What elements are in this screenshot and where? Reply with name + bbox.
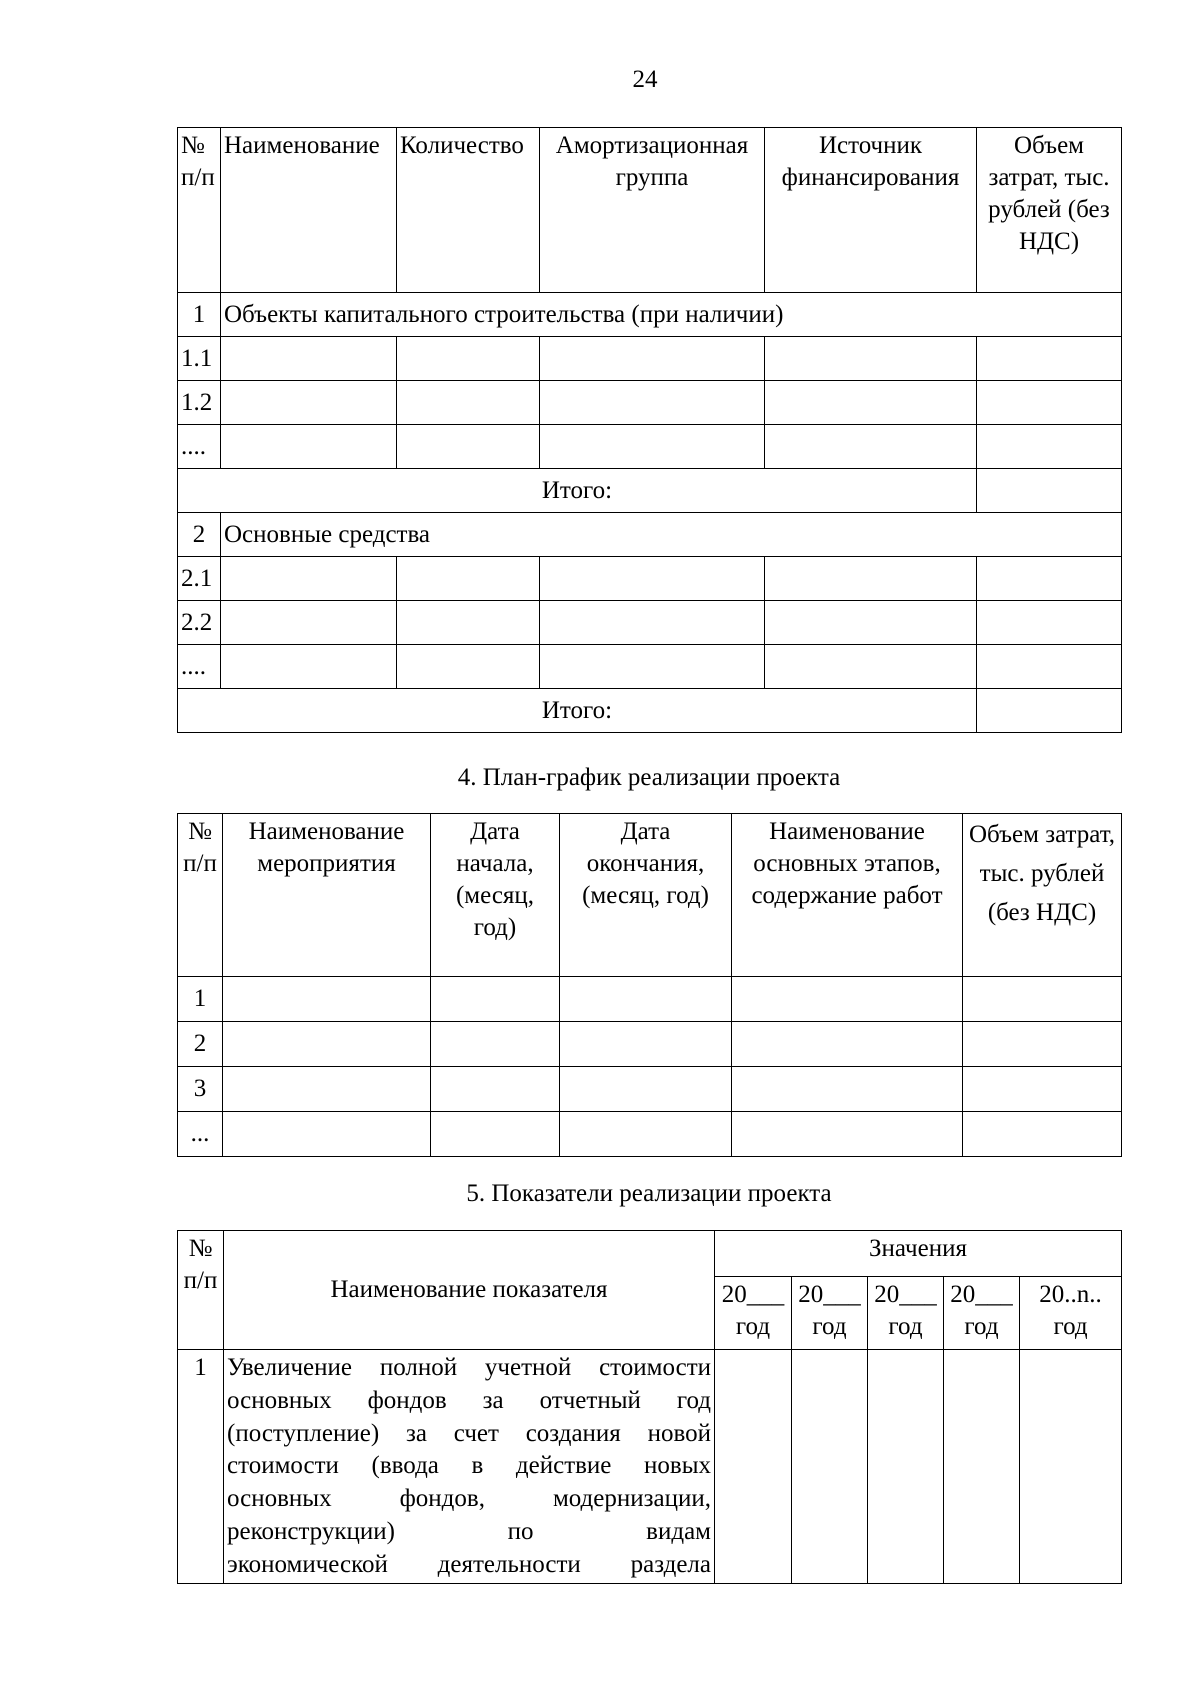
section-title: Объекты капитального строительства (при наличии) <box>221 293 1122 337</box>
row-num: .... <box>178 645 221 689</box>
header-num: № п/п <box>178 1231 224 1350</box>
indicator-description <box>224 1350 715 1584</box>
year-column: 20___ год <box>868 1277 944 1350</box>
row-num: 1.1 <box>178 337 221 381</box>
header-funding-source: Источник финансирования <box>765 128 977 293</box>
table-row <box>178 1350 1122 1584</box>
total-label: Итого: <box>178 689 977 733</box>
table-row <box>178 601 1122 645</box>
header-num: № п/п <box>178 128 221 293</box>
table-row <box>178 557 1122 601</box>
row-num: 2 <box>178 1022 223 1067</box>
table-row <box>178 645 1122 689</box>
row-num: ... <box>178 1112 223 1157</box>
indicator-line: Увеличение полной учетной стоимости <box>227 1354 711 1381</box>
row-num: 3 <box>178 1067 223 1112</box>
indicator-line: реконструкции) по видам <box>227 1517 711 1545</box>
indicators-table <box>177 1230 1122 1584</box>
total-label: Итого: <box>178 469 977 513</box>
header-event-name: Наименование мероприятия <box>223 814 431 977</box>
indicator-line: (поступление) за счет создания новой <box>227 1419 711 1447</box>
row-num: 1.2 <box>178 381 221 425</box>
row-num: .... <box>178 425 221 469</box>
header-depreciation-group: Амортизационная группа <box>540 128 765 293</box>
header-cost: Объем затрат, тыс. рублей (без НДС) <box>977 128 1122 293</box>
header-quantity: Количество <box>397 128 540 293</box>
section-title: Основные средства <box>221 513 1122 557</box>
year-column: 20___ год <box>715 1277 792 1350</box>
year-column: 20..n.. год <box>1020 1277 1122 1350</box>
header-end-date: Дата окончания, (месяц, год) <box>560 814 732 977</box>
row-num: 2.1 <box>178 557 221 601</box>
section-4-title: 4. План-график реализации проекта <box>457 764 841 791</box>
year-column: 20___ год <box>792 1277 868 1350</box>
row-num: 2.2 <box>178 601 221 645</box>
header-name: Наименование <box>221 128 397 293</box>
table-row <box>178 425 1122 469</box>
table-row <box>178 1067 1122 1112</box>
row-num: 1 <box>178 977 223 1022</box>
header-cost: Объем затрат, тыс. рублей (без НДС) <box>963 814 1122 977</box>
indicator-line: стоимости (ввода в действие новых <box>227 1452 711 1480</box>
indicator-line: основных фондов за отчетный год <box>227 1386 711 1414</box>
capital-expenses-table <box>177 127 1122 733</box>
indicator-line: основных фондов, модернизации, <box>227 1485 711 1512</box>
header-stages: Наименование основных этапов, содержание работ <box>732 814 963 977</box>
header-num: № п/п <box>178 814 223 977</box>
row-num: 1 <box>178 1350 224 1584</box>
table-row <box>178 337 1122 381</box>
section-num: 1 <box>178 293 221 337</box>
table-row <box>178 1112 1122 1157</box>
section-5-title: 5. Показатели реализации проекта <box>466 1180 832 1207</box>
year-column: 20___ год <box>944 1277 1020 1350</box>
page-number: 24 <box>632 66 658 93</box>
table-row <box>178 1022 1122 1067</box>
header-indicator-name: Наименование показателя <box>224 1231 715 1350</box>
header-start-date: Дата начала, (месяц, год) <box>431 814 560 977</box>
section-num: 2 <box>178 513 221 557</box>
table-row <box>178 381 1122 425</box>
indicator-line: экономической деятельности раздела <box>227 1550 711 1578</box>
table-row <box>178 977 1122 1022</box>
schedule-table <box>177 813 1122 1157</box>
header-values: Значения <box>715 1231 1122 1277</box>
